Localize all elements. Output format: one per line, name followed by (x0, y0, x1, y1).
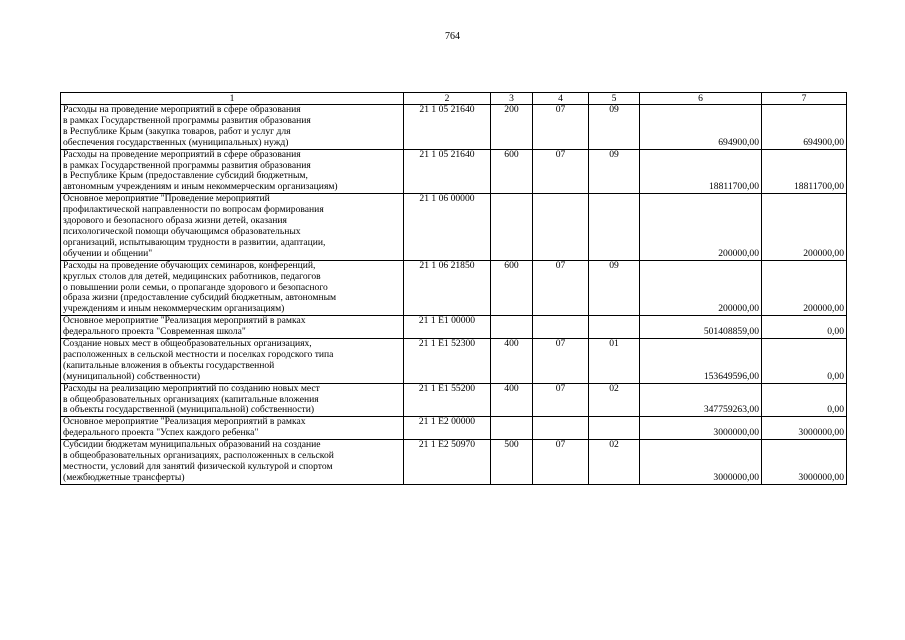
header-cell: 4 (533, 93, 589, 105)
section-code: 07 (533, 260, 589, 316)
header-cell: 3 (491, 93, 533, 105)
header-cell: 7 (762, 93, 847, 105)
subsection-code: 01 (589, 339, 640, 384)
amount-col6: 3000000,00 (640, 417, 762, 440)
amount-col6: 200000,00 (640, 194, 762, 260)
section-code: 07 (533, 339, 589, 384)
expense-type-code (491, 194, 533, 260)
amount-col7: 3000000,00 (762, 440, 847, 485)
budget-table (60, 92, 847, 485)
target-article-code: 21 1 E2 50970 (404, 440, 491, 485)
row-description: Субсидии бюджетам муниципальных образований на создание в общеобразовательных организациях, расположенных в сельской местности, условий для занятий физической культурой и спортом (межбюджетные трансферты) (61, 440, 404, 485)
expense-type-code: 600 (491, 260, 533, 316)
table-row (61, 260, 847, 316)
amount-col7: 0,00 (762, 316, 847, 339)
amount-col6: 501408859,00 (640, 316, 762, 339)
amount-col6: 200000,00 (640, 260, 762, 316)
subsection-code: 02 (589, 383, 640, 417)
subsection-code: 09 (589, 260, 640, 316)
row-description: Расходы на проведение мероприятий в сфере образования в рамках Государственной программы развития образования в Республике Крым (закупка товаров, работ и услуг для обеспечения государственных (муниципальных) нужд) (61, 105, 404, 150)
table-row (61, 339, 847, 384)
section-code: 07 (533, 383, 589, 417)
target-article-code: 21 1 E1 55200 (404, 383, 491, 417)
amount-col6: 153649596,00 (640, 339, 762, 384)
section-code: 07 (533, 149, 589, 194)
header-cell: 1 (61, 93, 404, 105)
table-row (61, 383, 847, 417)
subsection-code (589, 417, 640, 440)
section-code: 07 (533, 105, 589, 150)
amount-col6: 694900,00 (640, 105, 762, 150)
table-row (61, 105, 847, 150)
expense-type-code: 200 (491, 105, 533, 150)
amount-col7: 694900,00 (762, 105, 847, 150)
expense-type-code: 400 (491, 339, 533, 384)
amount-col7: 0,00 (762, 383, 847, 417)
target-article-code: 21 1 E1 52300 (404, 339, 491, 384)
row-description: Основное мероприятие "Реализация мероприятий в рамках федерального проекта "Успех каждого ребенка" (61, 417, 404, 440)
expense-type-code (491, 316, 533, 339)
table-row (61, 316, 847, 339)
header-cell: 2 (404, 93, 491, 105)
section-code (533, 417, 589, 440)
subsection-code: 09 (589, 149, 640, 194)
expense-type-code (491, 417, 533, 440)
amount-col7: 200000,00 (762, 260, 847, 316)
table-row (61, 194, 847, 260)
amount-col7: 0,00 (762, 339, 847, 384)
amount-col6: 3000000,00 (640, 440, 762, 485)
row-description: Создание новых мест в общеобразовательных организациях, расположенных в сельской местности и поселках городского типа (капитальные вложения в объекты государственной (муниципальной) собственности) (61, 339, 404, 384)
subsection-code: 02 (589, 440, 640, 485)
section-code: 07 (533, 440, 589, 485)
row-description: Расходы на проведение мероприятий в сфере образования в рамках Государственной программы развития образования в Республике Крым (предоставление субсидий бюджетным, автономным учреждениям и иным некоммерческим организациям) (61, 149, 404, 194)
table-header-row (61, 93, 847, 105)
amount-col7: 18811700,00 (762, 149, 847, 194)
page-number: 764 (445, 31, 460, 42)
table-row (61, 149, 847, 194)
section-code (533, 194, 589, 260)
amount-col7: 200000,00 (762, 194, 847, 260)
table-row (61, 440, 847, 485)
row-description: Расходы на реализацию мероприятий по созданию новых мест в общеобразовательных организациях (капитальные вложения в объекты государственной (муниципальной) собственности) (61, 383, 404, 417)
row-description: Расходы на проведение обучающих семинаров, конференций, круглых столов для детей, медицинских работников, педагогов о повышении роли семьи, о пропаганде здорового и безопасного образа жизни (предоставление субсидий бюджетным, автономным учреждениям и иным некоммерческим организациям) (61, 260, 404, 316)
expense-type-code: 600 (491, 149, 533, 194)
amount-col7: 3000000,00 (762, 417, 847, 440)
subsection-code (589, 194, 640, 260)
expense-type-code: 500 (491, 440, 533, 485)
target-article-code: 21 1 06 21850 (404, 260, 491, 316)
amount-col6: 347759263,00 (640, 383, 762, 417)
table-row (61, 417, 847, 440)
target-article-code: 21 1 06 00000 (404, 194, 491, 260)
target-article-code: 21 1 05 21640 (404, 149, 491, 194)
target-article-code: 21 1 E2 00000 (404, 417, 491, 440)
row-description: Основное мероприятие "Проведение мероприятий профилактической направленности по вопросам формирования здорового и безопасного образа жизни детей, оказания психологической помощи обучающимся образовательных организаций, испытывающим трудности в развитии, адаптации, обучении и общении" (61, 194, 404, 260)
section-code (533, 316, 589, 339)
target-article-code: 21 1 E1 00000 (404, 316, 491, 339)
amount-col6: 18811700,00 (640, 149, 762, 194)
header-cell: 6 (640, 93, 762, 105)
expense-type-code: 400 (491, 383, 533, 417)
header-cell: 5 (589, 93, 640, 105)
row-description: Основное мероприятие "Реализация мероприятий в рамках федерального проекта "Современная школа" (61, 316, 404, 339)
target-article-code: 21 1 05 21640 (404, 105, 491, 150)
subsection-code: 09 (589, 105, 640, 150)
subsection-code (589, 316, 640, 339)
